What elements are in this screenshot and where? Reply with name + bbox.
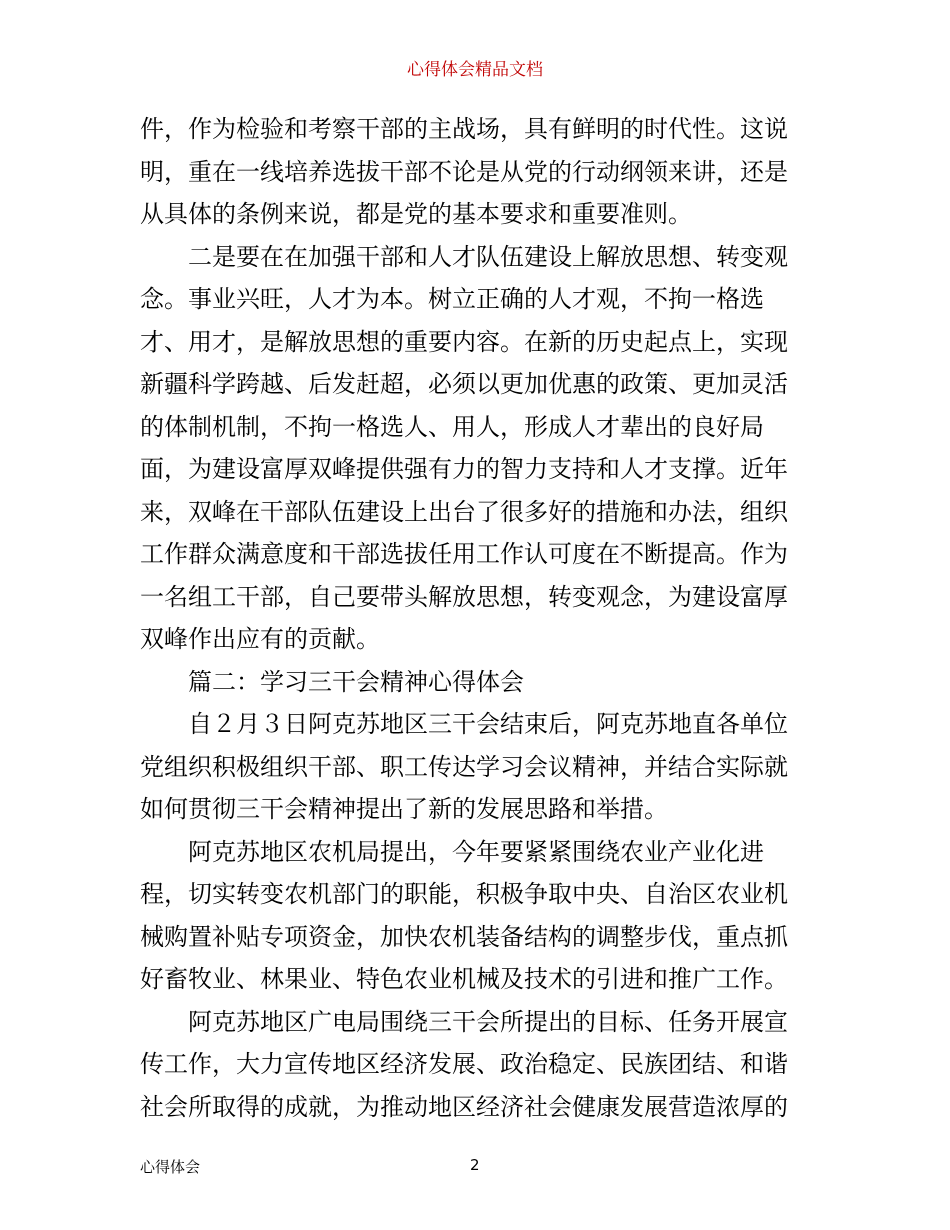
text-line: 面，为建设富厚双峰提供强有力的智力支持和人才支撑。近年 bbox=[140, 455, 788, 483]
page-number: 2 bbox=[470, 1156, 480, 1174]
text-line: 阿克苏地区广电局围绕三干会所提出的目标、任务开展宣 bbox=[188, 1007, 788, 1036]
text-line: 社会所取得的成就，为推动地区经济社会健康发展营造浓厚的 bbox=[140, 1092, 788, 1121]
text-line: 程，切实转变农机部门的职能，积极争取中央、自治区农业机 bbox=[140, 880, 788, 908]
text-line: 如何贯彻三干会精神提出了新的发展思路和举措。 bbox=[140, 795, 668, 823]
footer-label: 心得体会 bbox=[140, 1158, 201, 1176]
text-line: 从具体的条例来说，都是党的基本要求和重要准则。 bbox=[140, 200, 692, 228]
text-line: 械购置补贴专项资金，加快农机装备结构的调整步伐，重点抓 bbox=[140, 922, 788, 951]
section-heading: 篇二：学习三干会精神心得体会 bbox=[188, 667, 524, 696]
text-line: 明，重在一线培养选拔干部不论是从党的行动纲领来讲，还是 bbox=[140, 157, 788, 186]
document-body bbox=[140, 108, 810, 1128]
text-line: 念。事业兴旺，人才为本。树立正确的人才观，不拘一格选 bbox=[140, 285, 764, 313]
text-line: 一名组工干部，自己要带头解放思想，转变观念，为建设富厚 bbox=[140, 582, 788, 611]
text-line: 传工作，大力宣传地区经济发展、政治稳定、民族团结、和谐 bbox=[140, 1050, 788, 1078]
text-line: 才、用才，是解放思想的重要内容。在新的历史起点上，实现 bbox=[140, 327, 788, 356]
text-line: 双峰作出应有的贡献。 bbox=[140, 625, 380, 653]
text-line: 好畜牧业、林果业、特色农业机械及技术的引进和推广工作。 bbox=[140, 965, 788, 993]
text-line: 件，作为检验和考察干部的主战场，具有鲜明的时代性。这说 bbox=[140, 115, 788, 143]
text-line: 来，双峰在干部队伍建设上出台了很多好的措施和办法，组织 bbox=[140, 497, 788, 526]
text-line: 自２月３日阿克苏地区三干会结束后，阿克苏地直各单位 bbox=[188, 710, 788, 738]
text-line: 工作群众满意度和干部选拔任用工作认可度在不断提高。作为 bbox=[140, 540, 788, 568]
text-line: 的体制机制，不拘一格选人、用人，形成人才辈出的良好局 bbox=[140, 412, 764, 441]
document-header: 心得体会精品文档 bbox=[407, 60, 543, 80]
text-line: 新疆科学跨越、后发赶超，必须以更加优惠的政策、更加灵活 bbox=[140, 370, 788, 398]
text-line: 阿克苏地区农机局提出，今年要紧紧围绕农业产业化进 bbox=[188, 837, 764, 866]
text-line: 二是要在在加强干部和人才队伍建设上解放思想、转变观 bbox=[188, 242, 788, 271]
text-line: 党组织积极组织干部、职工传达学习会议精神，并结合实际就 bbox=[140, 752, 788, 781]
